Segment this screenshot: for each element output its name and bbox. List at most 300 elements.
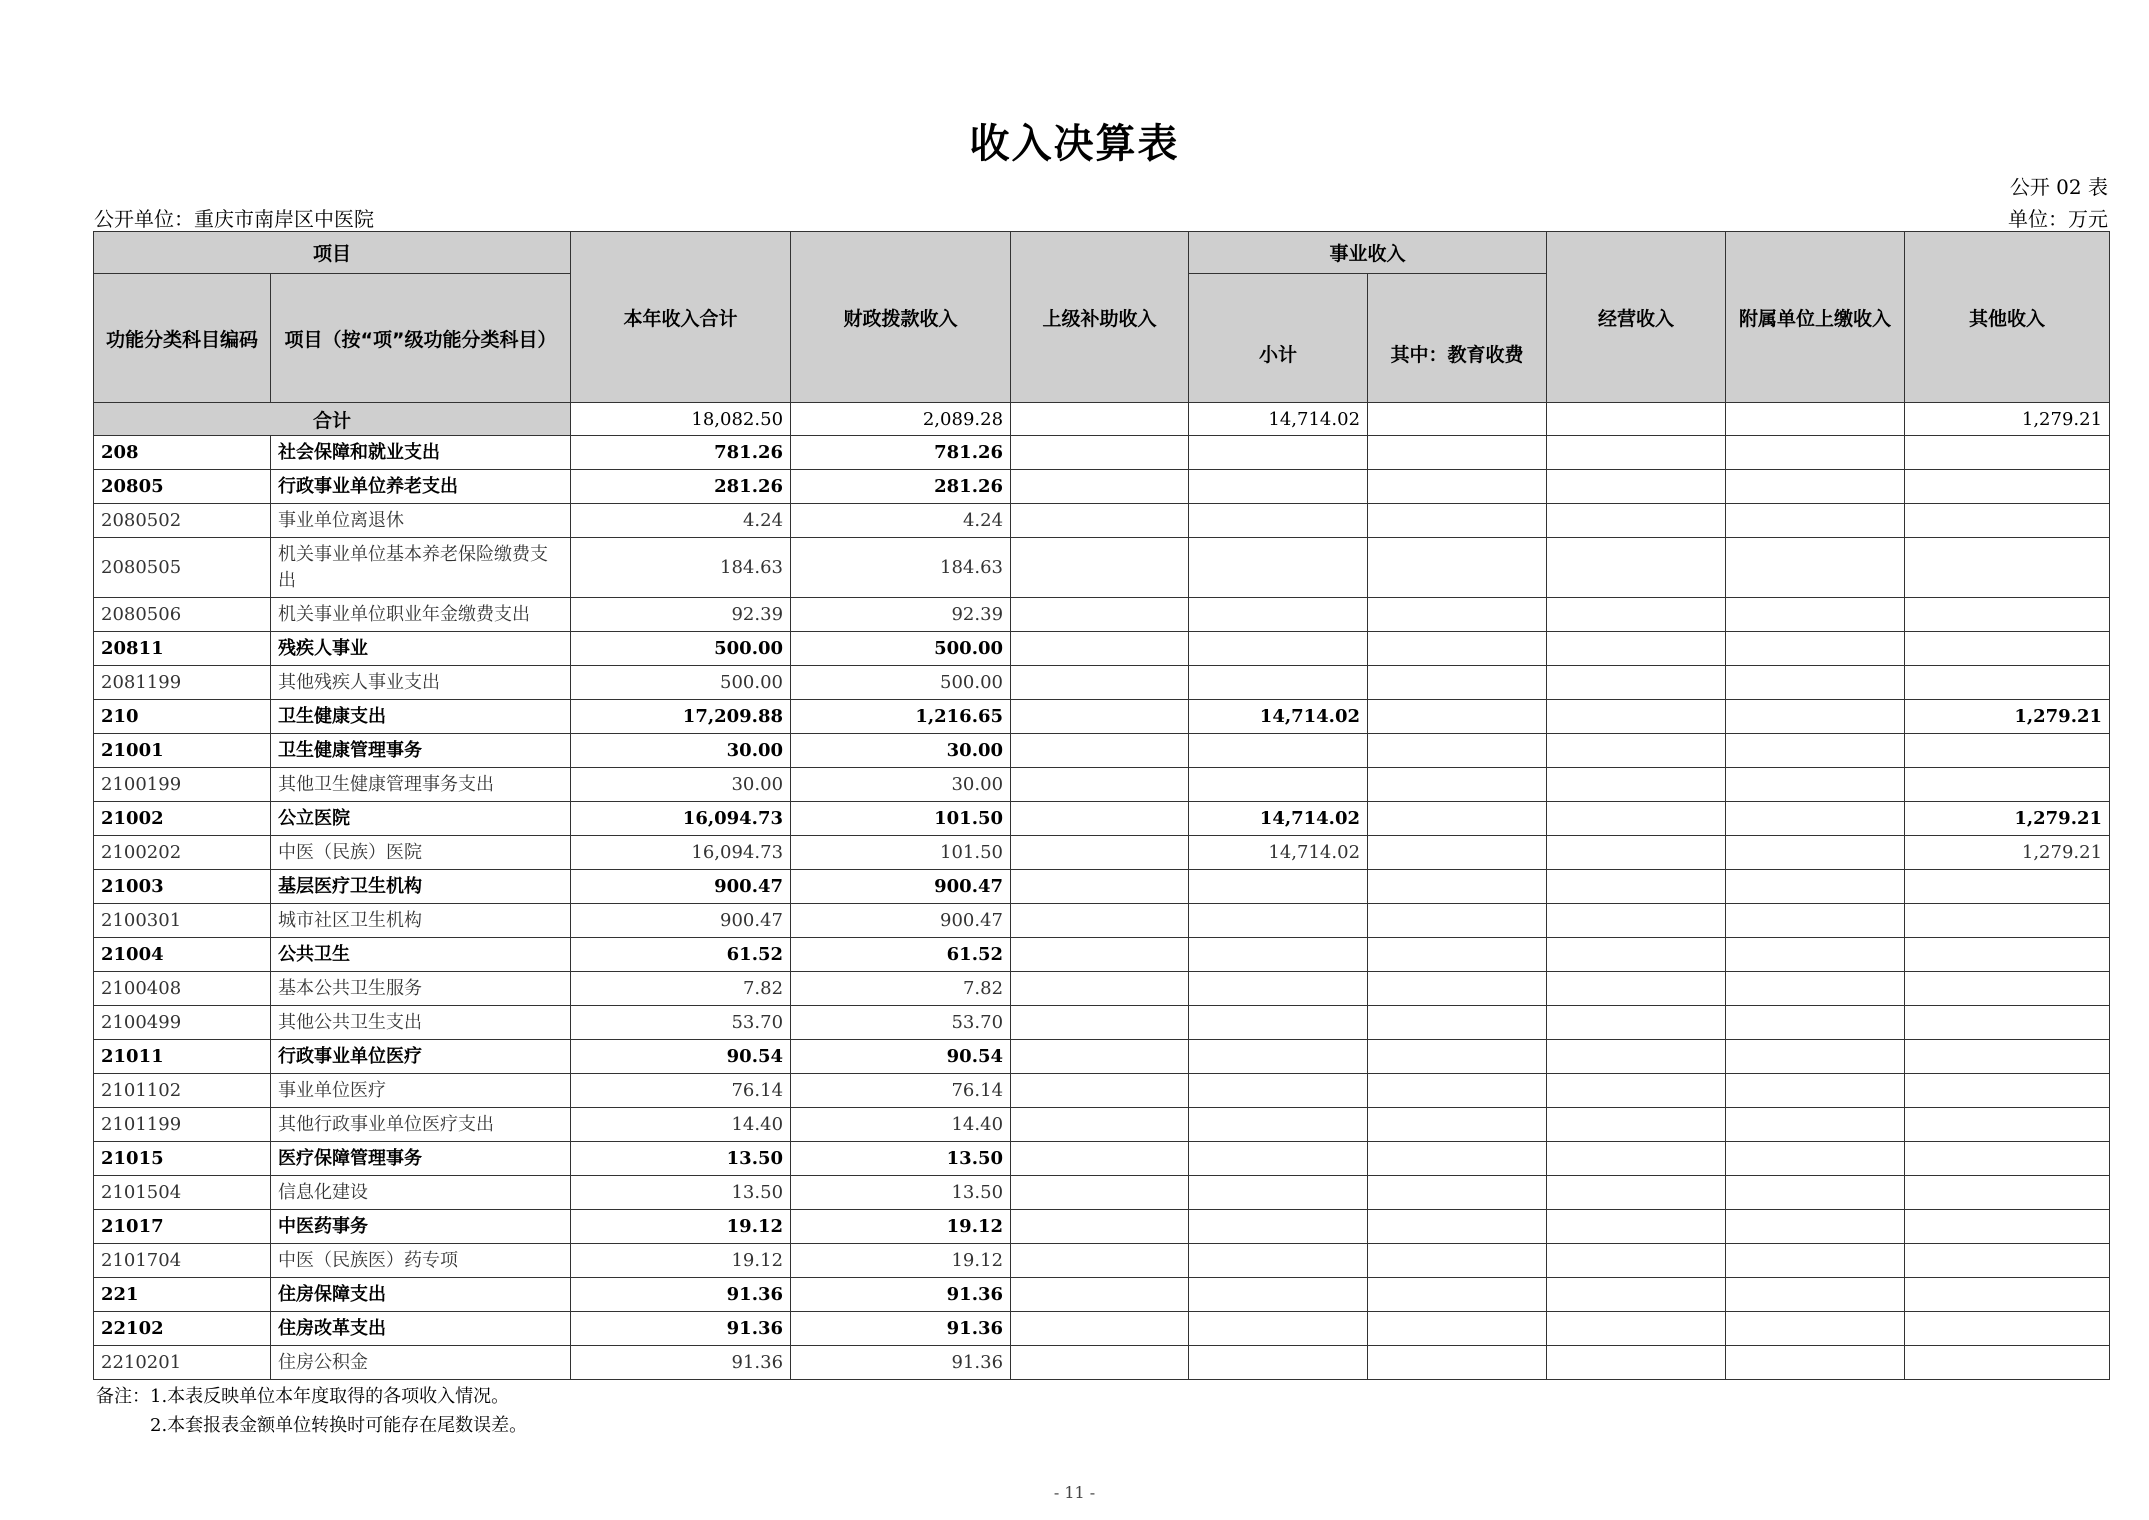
cell-fiscal: 184.63: [791, 538, 1011, 598]
cell-total: 781.26: [571, 436, 791, 470]
table-row: [94, 836, 2110, 870]
cell-operating: [1547, 1108, 1726, 1142]
cell-total: 500.00: [571, 666, 791, 700]
cell-name: 公立医院: [271, 802, 571, 836]
cell-total: 184.63: [571, 538, 791, 598]
cell-education: [1368, 1006, 1547, 1040]
header-business: 事业收入: [1189, 232, 1547, 274]
cell-other: [1905, 734, 2110, 768]
total-row: [94, 403, 2110, 436]
cell-code: 2101199: [94, 1108, 271, 1142]
cell-operating: [1547, 1312, 1726, 1346]
cell-total: 30.00: [571, 734, 791, 768]
cell-total: 281.26: [571, 470, 791, 504]
cell-operating: [1547, 972, 1726, 1006]
cell-affiliate: [1726, 972, 1905, 1006]
cell-affiliate: [1726, 802, 1905, 836]
cell-code: 22102: [94, 1312, 271, 1346]
cell-superior: [1011, 700, 1189, 734]
cell-operating: [1547, 802, 1726, 836]
cell-operating: [1547, 870, 1726, 904]
cell-superior: [1011, 1142, 1189, 1176]
cell-code: 2100202: [94, 836, 271, 870]
cell-code: 2101102: [94, 1074, 271, 1108]
cell-code: 21017: [94, 1210, 271, 1244]
cell-operating: [1547, 768, 1726, 802]
header-code: 功能分类科目编码: [94, 274, 271, 403]
table-row: [94, 802, 2110, 836]
cell-affiliate: [1726, 632, 1905, 666]
table-row: [94, 1108, 2110, 1142]
cell-code: 21004: [94, 938, 271, 972]
cell-affiliate: [1726, 938, 1905, 972]
cell-fiscal: 61.52: [791, 938, 1011, 972]
cell-code: 2210201: [94, 1346, 271, 1380]
cell-name: 城市社区卫生机构: [271, 904, 571, 938]
cell-education: [1368, 598, 1547, 632]
table-row: [94, 1312, 2110, 1346]
cell-education: [1368, 470, 1547, 504]
cell-education: [1368, 972, 1547, 1006]
page-number: - 11 -: [1053, 1483, 1096, 1502]
total-label: 合计: [94, 403, 571, 436]
cell-code: 2080506: [94, 598, 271, 632]
cell-fiscal: 19.12: [791, 1210, 1011, 1244]
header-row-1: [94, 232, 2110, 274]
cell-operating: [1547, 836, 1726, 870]
cell-subtotal: [1189, 1176, 1368, 1210]
cell-name: 其他卫生健康管理事务支出: [271, 768, 571, 802]
total-cell-other: 1,279.21: [1905, 403, 2110, 436]
cell-superior: [1011, 938, 1189, 972]
cell-education: [1368, 802, 1547, 836]
cell-name: 机关事业单位职业年金缴费支出: [271, 598, 571, 632]
cell-code: 21002: [94, 802, 271, 836]
cell-fiscal: 900.47: [791, 904, 1011, 938]
cell-education: [1368, 1108, 1547, 1142]
cell-education: [1368, 938, 1547, 972]
cell-name: 其他残疾人事业支出: [271, 666, 571, 700]
cell-subtotal: [1189, 1006, 1368, 1040]
total-cell-operating: [1547, 403, 1726, 436]
cell-other: [1905, 598, 2110, 632]
cell-name: 卫生健康管理事务: [271, 734, 571, 768]
cell-total: 92.39: [571, 598, 791, 632]
cell-code: 20805: [94, 470, 271, 504]
cell-name: 中医药事务: [271, 1210, 571, 1244]
cell-affiliate: [1726, 836, 1905, 870]
cell-operating: [1547, 1074, 1726, 1108]
cell-subtotal: [1189, 598, 1368, 632]
cell-affiliate: [1726, 598, 1905, 632]
cell-code: 210: [94, 700, 271, 734]
cell-superior: [1011, 436, 1189, 470]
cell-operating: [1547, 470, 1726, 504]
cell-other: 1,279.21: [1905, 836, 2110, 870]
cell-fiscal: 500.00: [791, 666, 1011, 700]
cell-name: 事业单位医疗: [271, 1074, 571, 1108]
cell-code: 2101504: [94, 1176, 271, 1210]
cell-education: [1368, 632, 1547, 666]
cell-affiliate: [1726, 1108, 1905, 1142]
table-row: [94, 598, 2110, 632]
table-row: [94, 700, 2110, 734]
cell-fiscal: 1,216.65: [791, 700, 1011, 734]
cell-other: [1905, 1210, 2110, 1244]
note-2: 2.本套报表金额单位转换时可能存在尾数误差。: [150, 1415, 528, 1436]
table-row: [94, 904, 2110, 938]
cell-subtotal: [1189, 1312, 1368, 1346]
cell-code: 21011: [94, 1040, 271, 1074]
cell-operating: [1547, 1210, 1726, 1244]
cell-operating: [1547, 1244, 1726, 1278]
cell-affiliate: [1726, 538, 1905, 598]
cell-other: [1905, 1176, 2110, 1210]
reporting-unit: 公开单位：重庆市南岸区中医院: [94, 207, 374, 231]
cell-other: [1905, 1006, 2110, 1040]
cell-name: 中医（民族）医院: [271, 836, 571, 870]
header-item: 项目: [94, 232, 571, 274]
cell-name: 事业单位离退休: [271, 504, 571, 538]
cell-fiscal: 4.24: [791, 504, 1011, 538]
cell-education: [1368, 1312, 1547, 1346]
currency-unit: 单位：万元: [2008, 207, 2108, 231]
table-row: [94, 1346, 2110, 1380]
table-row: [94, 1176, 2110, 1210]
cell-total: 91.36: [571, 1278, 791, 1312]
total-cell-education: [1368, 403, 1547, 436]
header-education: 其中：教育收费: [1368, 274, 1547, 403]
cell-subtotal: [1189, 538, 1368, 598]
table-row: [94, 1040, 2110, 1074]
cell-other: [1905, 1278, 2110, 1312]
cell-affiliate: [1726, 1040, 1905, 1074]
cell-fiscal: 91.36: [791, 1346, 1011, 1380]
table-row: [94, 504, 2110, 538]
cell-other: [1905, 1108, 2110, 1142]
cell-total: 4.24: [571, 504, 791, 538]
cell-other: 1,279.21: [1905, 700, 2110, 734]
cell-education: [1368, 1244, 1547, 1278]
notes: [96, 1382, 527, 1440]
cell-total: 500.00: [571, 632, 791, 666]
cell-superior: [1011, 1210, 1189, 1244]
cell-name: 医疗保障管理事务: [271, 1142, 571, 1176]
cell-operating: [1547, 1346, 1726, 1380]
cell-name: 其他公共卫生支出: [271, 1006, 571, 1040]
cell-fiscal: 7.82: [791, 972, 1011, 1006]
cell-total: 17,209.88: [571, 700, 791, 734]
cell-total: 900.47: [571, 870, 791, 904]
cell-affiliate: [1726, 1244, 1905, 1278]
cell-subtotal: [1189, 1108, 1368, 1142]
cell-education: [1368, 538, 1547, 598]
cell-code: 2100199: [94, 768, 271, 802]
cell-affiliate: [1726, 470, 1905, 504]
cell-subtotal: [1189, 1074, 1368, 1108]
header-other: 其他收入: [1905, 232, 2110, 403]
cell-subtotal: [1189, 870, 1368, 904]
cell-superior: [1011, 1040, 1189, 1074]
cell-code: 2080505: [94, 538, 271, 598]
header-subtotal: 小计: [1189, 274, 1368, 403]
cell-fiscal: 30.00: [791, 768, 1011, 802]
table-row: [94, 1244, 2110, 1278]
cell-other: 1,279.21: [1905, 802, 2110, 836]
cell-subtotal: [1189, 436, 1368, 470]
cell-affiliate: [1726, 1278, 1905, 1312]
cell-affiliate: [1726, 1210, 1905, 1244]
cell-education: [1368, 1040, 1547, 1074]
header-superior: 上级补助收入: [1011, 232, 1189, 403]
header-name: 项目（按“项”级功能分类科目）: [271, 274, 571, 403]
cell-fiscal: 90.54: [791, 1040, 1011, 1074]
cell-name: 住房改革支出: [271, 1312, 571, 1346]
cell-code: 20811: [94, 632, 271, 666]
page-title: 收入决算表: [969, 121, 1180, 167]
cell-other: [1905, 1346, 2110, 1380]
cell-other: [1905, 938, 2110, 972]
cell-name: 残疾人事业: [271, 632, 571, 666]
cell-operating: [1547, 632, 1726, 666]
cell-superior: [1011, 598, 1189, 632]
cell-fiscal: 76.14: [791, 1074, 1011, 1108]
cell-subtotal: [1189, 666, 1368, 700]
cell-education: [1368, 904, 1547, 938]
table-row: [94, 470, 2110, 504]
cell-other: [1905, 768, 2110, 802]
cell-fiscal: 781.26: [791, 436, 1011, 470]
cell-affiliate: [1726, 1176, 1905, 1210]
table-row: [94, 1074, 2110, 1108]
cell-education: [1368, 836, 1547, 870]
cell-code: 21015: [94, 1142, 271, 1176]
cell-name: 中医（民族医）药专项: [271, 1244, 571, 1278]
table-row: [94, 870, 2110, 904]
cell-superior: [1011, 972, 1189, 1006]
cell-education: [1368, 870, 1547, 904]
cell-education: [1368, 734, 1547, 768]
cell-affiliate: [1726, 700, 1905, 734]
cell-total: 16,094.73: [571, 836, 791, 870]
table-row: [94, 1278, 2110, 1312]
cell-operating: [1547, 1040, 1726, 1074]
cell-superior: [1011, 1346, 1189, 1380]
cell-fiscal: 53.70: [791, 1006, 1011, 1040]
cell-total: 13.50: [571, 1176, 791, 1210]
cell-subtotal: [1189, 1142, 1368, 1176]
cell-other: [1905, 632, 2110, 666]
cell-name: 信息化建设: [271, 1176, 571, 1210]
cell-fiscal: 500.00: [791, 632, 1011, 666]
cell-name: 行政事业单位养老支出: [271, 470, 571, 504]
cell-code: 2100408: [94, 972, 271, 1006]
cell-affiliate: [1726, 1074, 1905, 1108]
cell-subtotal: [1189, 972, 1368, 1006]
table-row: [94, 1210, 2110, 1244]
cell-education: [1368, 1278, 1547, 1312]
cell-fiscal: 14.40: [791, 1108, 1011, 1142]
cell-fiscal: 91.36: [791, 1312, 1011, 1346]
cell-subtotal: [1189, 938, 1368, 972]
total-cell-total: 18,082.50: [571, 403, 791, 436]
cell-other: [1905, 1312, 2110, 1346]
cell-total: 7.82: [571, 972, 791, 1006]
cell-operating: [1547, 1278, 1726, 1312]
cell-name: 住房保障支出: [271, 1278, 571, 1312]
table-row: [94, 734, 2110, 768]
cell-subtotal: 14,714.02: [1189, 802, 1368, 836]
cell-subtotal: 14,714.02: [1189, 700, 1368, 734]
cell-total: 14.40: [571, 1108, 791, 1142]
cell-code: 21003: [94, 870, 271, 904]
header-fiscal: 财政拨款收入: [791, 232, 1011, 403]
header-operating: 经营收入: [1547, 232, 1726, 403]
cell-name: 基层医疗卫生机构: [271, 870, 571, 904]
cell-operating: [1547, 1006, 1726, 1040]
cell-affiliate: [1726, 1142, 1905, 1176]
cell-affiliate: [1726, 904, 1905, 938]
cell-fiscal: 13.50: [791, 1142, 1011, 1176]
total-cell-affiliate: [1726, 403, 1905, 436]
cell-other: [1905, 1074, 2110, 1108]
cell-code: 2081199: [94, 666, 271, 700]
cell-total: 19.12: [571, 1244, 791, 1278]
cell-operating: [1547, 598, 1726, 632]
cell-superior: [1011, 504, 1189, 538]
cell-other: [1905, 538, 2110, 598]
cell-subtotal: 14,714.02: [1189, 836, 1368, 870]
note-1: 备注：1.本表反映单位本年度取得的各项收入情况。: [96, 1386, 510, 1407]
cell-education: [1368, 1210, 1547, 1244]
cell-superior: [1011, 538, 1189, 598]
table-row: [94, 666, 2110, 700]
cell-superior: [1011, 768, 1189, 802]
cell-operating: [1547, 1142, 1726, 1176]
cell-code: 2080502: [94, 504, 271, 538]
cell-superior: [1011, 836, 1189, 870]
cell-superior: [1011, 870, 1189, 904]
cell-affiliate: [1726, 504, 1905, 538]
cell-name: 行政事业单位医疗: [271, 1040, 571, 1074]
cell-total: 91.36: [571, 1346, 791, 1380]
cell-code: 2100301: [94, 904, 271, 938]
cell-affiliate: [1726, 870, 1905, 904]
cell-superior: [1011, 632, 1189, 666]
total-cell-fiscal: 2,089.28: [791, 403, 1011, 436]
cell-name: 社会保障和就业支出: [271, 436, 571, 470]
cell-other: [1905, 1244, 2110, 1278]
total-cell-superior: [1011, 403, 1189, 436]
table-row: [94, 1142, 2110, 1176]
cell-operating: [1547, 700, 1726, 734]
cell-other: [1905, 972, 2110, 1006]
cell-name: 卫生健康支出: [271, 700, 571, 734]
form-number: 公开 02 表: [2009, 175, 2108, 199]
cell-total: 90.54: [571, 1040, 791, 1074]
cell-affiliate: [1726, 1346, 1905, 1380]
cell-other: [1905, 504, 2110, 538]
cell-subtotal: [1189, 734, 1368, 768]
cell-subtotal: [1189, 1244, 1368, 1278]
cell-education: [1368, 1074, 1547, 1108]
cell-total: 91.36: [571, 1312, 791, 1346]
cell-subtotal: [1189, 504, 1368, 538]
table-row: [94, 538, 2110, 598]
cell-education: [1368, 700, 1547, 734]
cell-fiscal: 101.50: [791, 802, 1011, 836]
cell-education: [1368, 666, 1547, 700]
cell-other: [1905, 436, 2110, 470]
header-affiliate: 附属单位上缴收入: [1726, 232, 1905, 403]
cell-superior: [1011, 734, 1189, 768]
cell-name: 其他行政事业单位医疗支出: [271, 1108, 571, 1142]
cell-name: 公共卫生: [271, 938, 571, 972]
cell-superior: [1011, 1074, 1189, 1108]
cell-other: [1905, 1040, 2110, 1074]
cell-fiscal: 19.12: [791, 1244, 1011, 1278]
cell-operating: [1547, 504, 1726, 538]
cell-fiscal: 13.50: [791, 1176, 1011, 1210]
cell-subtotal: [1189, 904, 1368, 938]
cell-total: 61.52: [571, 938, 791, 972]
cell-education: [1368, 1176, 1547, 1210]
cell-total: 13.50: [571, 1142, 791, 1176]
table-row: [94, 972, 2110, 1006]
cell-subtotal: [1189, 768, 1368, 802]
cell-code: 2101704: [94, 1244, 271, 1278]
cell-subtotal: [1189, 470, 1368, 504]
total-cell-subtotal: 14,714.02: [1189, 403, 1368, 436]
cell-superior: [1011, 666, 1189, 700]
cell-name: 机关事业单位基本养老保险缴费支出: [271, 538, 571, 598]
cell-operating: [1547, 938, 1726, 972]
cell-total: 19.12: [571, 1210, 791, 1244]
cell-fiscal: 30.00: [791, 734, 1011, 768]
cell-affiliate: [1726, 436, 1905, 470]
cell-education: [1368, 1142, 1547, 1176]
cell-subtotal: [1189, 632, 1368, 666]
table-row: [94, 768, 2110, 802]
table-row: [94, 632, 2110, 666]
cell-code: 221: [94, 1278, 271, 1312]
table-row: [94, 1006, 2110, 1040]
cell-education: [1368, 1346, 1547, 1380]
cell-name: 基本公共卫生服务: [271, 972, 571, 1006]
cell-superior: [1011, 1244, 1189, 1278]
cell-superior: [1011, 904, 1189, 938]
cell-fiscal: 91.36: [791, 1278, 1011, 1312]
cell-affiliate: [1726, 1006, 1905, 1040]
cell-fiscal: 101.50: [791, 836, 1011, 870]
cell-operating: [1547, 734, 1726, 768]
cell-affiliate: [1726, 734, 1905, 768]
cell-education: [1368, 768, 1547, 802]
cell-subtotal: [1189, 1210, 1368, 1244]
cell-affiliate: [1726, 768, 1905, 802]
cell-code: 21001: [94, 734, 271, 768]
cell-total: 53.70: [571, 1006, 791, 1040]
cell-fiscal: 92.39: [791, 598, 1011, 632]
cell-operating: [1547, 666, 1726, 700]
table-row: [94, 938, 2110, 972]
cell-name: 住房公积金: [271, 1346, 571, 1380]
cell-subtotal: [1189, 1346, 1368, 1380]
cell-code: 208: [94, 436, 271, 470]
cell-superior: [1011, 1278, 1189, 1312]
cell-other: [1905, 470, 2110, 504]
cell-other: [1905, 1142, 2110, 1176]
